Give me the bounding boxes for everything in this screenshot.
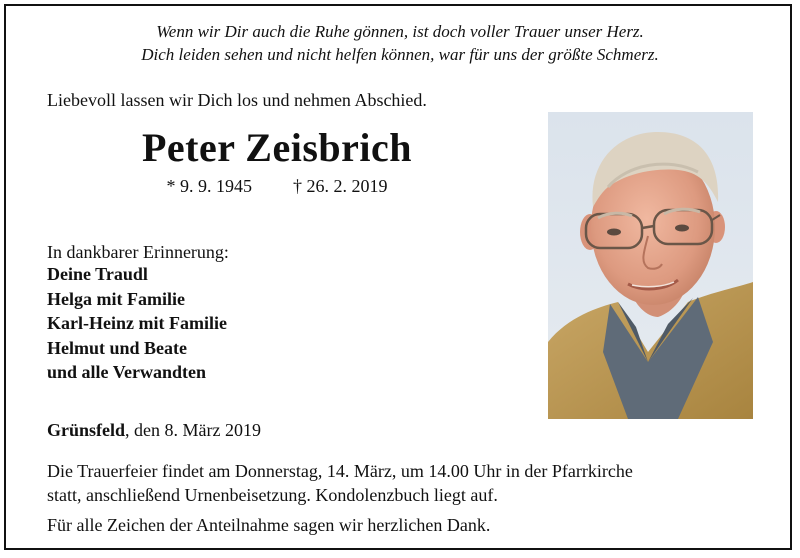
farewell-intro: Liebevoll lassen wir Dich los und nehmen Abschied. <box>47 90 427 110</box>
place-date: , den 8. März 2019 <box>125 420 261 440</box>
service-line-2: statt, anschließend Urnenbeisetzung. Kondolenzbuch liegt auf. <box>47 485 498 505</box>
life-dates <box>47 176 507 197</box>
motto-line-2: Dich leiden sehen und nicht helfen können, war für uns der größte Schmerz. <box>141 45 659 64</box>
mourner-item: Deine Traudl <box>47 264 148 284</box>
place-town: Grünsfeld <box>47 420 126 440</box>
dedication-line: In dankbarer Erinnerung: <box>47 242 229 262</box>
service-line-1: Die Trauerfeier findet am Donnerstag, 14. März, um 14.00 Uhr in der Pfarrkirche <box>47 461 633 481</box>
mourner-item: und alle Verwandten <box>47 362 207 382</box>
place-date-line <box>47 420 261 441</box>
death-symbol: † <box>293 176 302 196</box>
mourner-item: Helmut und Beate <box>47 337 188 358</box>
service-info <box>47 459 767 507</box>
mourner-item: Karl-Heinz mit Familie <box>47 313 227 333</box>
deceased-name: Peter Zeisbrich <box>141 125 413 170</box>
death-date: 26. 2. 2019 <box>306 176 388 196</box>
birth-date: 9. 9. 1945 <box>180 176 252 196</box>
thanks-line: Für alle Zeichen der Anteilnahme sagen wir herzlichen Dank. <box>47 515 491 535</box>
motto-line-1: Wenn wir Dir auch die Ruhe gönnen, ist doch voller Trauer unser Herz. <box>156 22 644 41</box>
portrait-illustration <box>548 112 753 419</box>
mourner-item: Helga mit Familie <box>47 288 185 309</box>
birth-symbol: * <box>166 176 176 196</box>
portrait-photo <box>548 112 753 419</box>
mourners-list <box>47 262 227 385</box>
